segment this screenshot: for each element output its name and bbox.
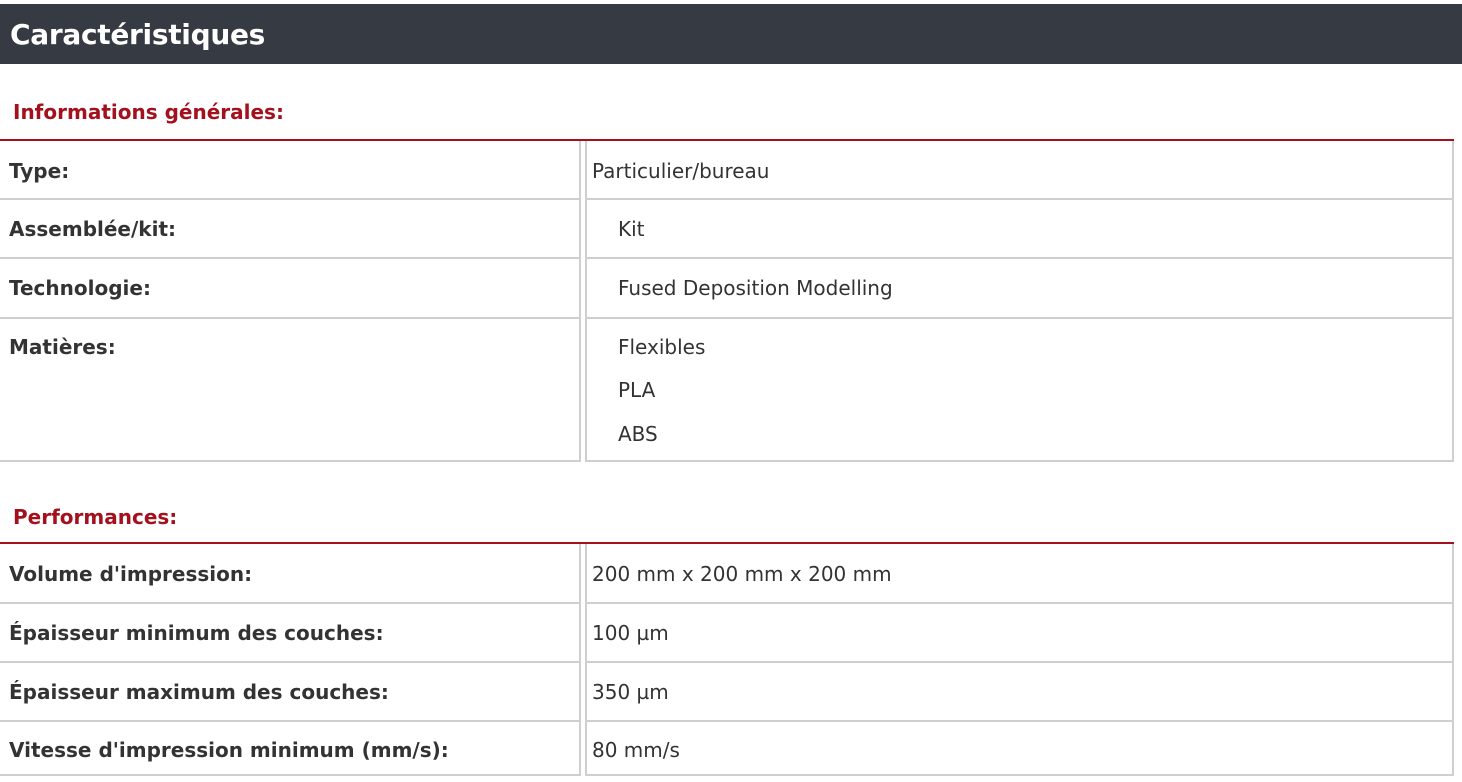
row-label: Épaisseur maximum des couches: — [9, 680, 389, 704]
page-header — [0, 4, 1462, 64]
value-cell — [585, 200, 1454, 259]
row-label: Vitesse d'impression minimum (mm/s): — [9, 738, 449, 762]
value-cell — [585, 722, 1454, 776]
row-label: Assemblée/kit: — [9, 217, 177, 241]
value-cell — [585, 663, 1454, 722]
label-cell — [0, 141, 581, 200]
row-value: 80 mm/s — [592, 738, 680, 762]
list-item: ABS — [618, 422, 658, 446]
value-cell — [585, 319, 1454, 462]
row-label: Technologie: — [9, 276, 151, 300]
row-value: 100 µm — [592, 621, 669, 645]
table-row-min-speed — [0, 722, 1454, 776]
row-label: Épaisseur minimum des couches: — [9, 621, 384, 645]
row-label: Type: — [9, 159, 70, 183]
label-cell — [0, 200, 581, 259]
table-row-min-layer — [0, 604, 1454, 663]
section-title-general: Informations générales: — [13, 100, 284, 124]
list-item: PLA — [618, 378, 656, 402]
label-cell — [0, 604, 581, 663]
table-row-type — [0, 141, 1454, 200]
label-cell — [0, 544, 581, 604]
row-value: Particulier/bureau — [592, 159, 770, 183]
row-value: Fused Deposition Modelling — [618, 276, 893, 300]
table-row-materials — [0, 319, 1454, 462]
list-item: Flexibles — [618, 335, 706, 359]
row-value: Kit — [618, 217, 645, 241]
value-cell — [585, 604, 1454, 663]
value-cell — [585, 544, 1454, 604]
label-cell — [0, 319, 581, 462]
label-cell — [0, 663, 581, 722]
label-cell — [0, 722, 581, 776]
row-label: Volume d'impression: — [9, 562, 253, 586]
row-label: Matières: — [9, 335, 116, 359]
value-cell — [585, 259, 1454, 319]
page-title: Caractéristiques — [10, 17, 266, 51]
row-value: 200 mm x 200 mm x 200 mm — [592, 562, 892, 586]
value-cell — [585, 141, 1454, 200]
row-value: 350 µm — [592, 680, 669, 704]
table-row-max-layer — [0, 663, 1454, 722]
table-row-print-volume — [0, 544, 1454, 604]
table-row-technology — [0, 259, 1454, 319]
table-row-assembly — [0, 200, 1454, 259]
section-title-performance: Performances: — [13, 505, 178, 529]
label-cell — [0, 259, 581, 319]
